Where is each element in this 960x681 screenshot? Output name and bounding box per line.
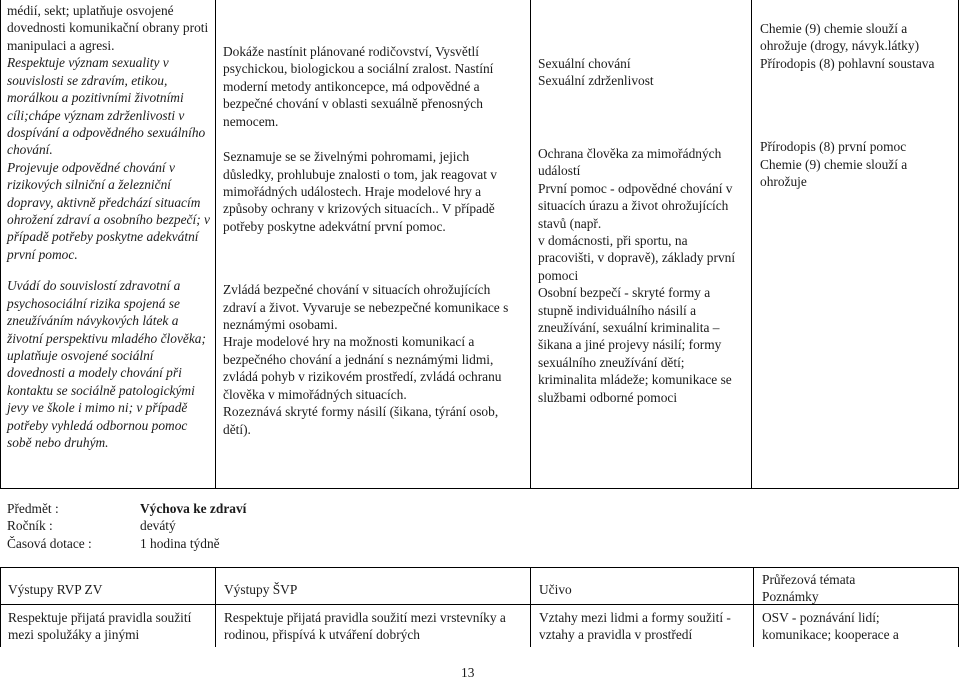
dotace-value: 1 hodina týdně: [140, 535, 220, 551]
col4-text-4: Chemie (9) chemie slouží a ohrožuje: [760, 156, 908, 190]
col3-text-1: Sexuální chování: [538, 56, 631, 71]
col1-text-3: Projevuje odpovědné chování v rizikových silniční a železniční dopravy, aktivně předchází situacím ohrožení zdraví a osobního bezpečí; v případě potřeby poskytne adekvátní první pomoc.: [7, 159, 210, 262]
col3-text-3: Ochrana člověka za mimořádných událostí: [538, 145, 722, 179]
col2-text-2: Seznamuje se se živelnými pohromami, jejich důsledky, prohlubuje znalosti o tom, jak reagovat v mimořádných událostech. Hraje modelové hry a způsoby ochrany v krizových situacích.. V případě potřeby poskytne adekvátní první pomoc.: [223, 149, 497, 234]
col2-text-3: Zvládá bezpečné chování v situacích ohrožujících zdraví a život. Vyvaruje se nebezpečné komunikace s neznámými osobami.: [223, 282, 509, 333]
col3-text-6: Osobní bezpečí - skryté formy a stupně individuálního násilí a zneužívání, sexuální kriminalita – šikana a jiné projevy násilí; formy sexuálního zneužívání dětí; kriminalita mládeže; komunikace se službami odborné pomoci: [538, 285, 732, 405]
col3-curriculum: [538, 55, 746, 406]
header-rvp: Výstupy RVP ZV: [8, 582, 103, 597]
col2-text-1: Dokáže nastínit plánované rodičovství, Vysvětlí psychickou, biologickou a sociální zralost. Nastíní moderní metody antikoncepce, má odpovědné a bezpečné chování v oblasti sexuálně přenosných nemocem.: [223, 44, 494, 129]
subject-info: [7, 500, 407, 552]
row-rvp: Respektuje přijatá pravidla soužití mezi spolužáky a jinými: [8, 610, 192, 643]
predmet-label: Předmět :: [7, 501, 59, 516]
col1-rvp-outcomes: [7, 2, 212, 452]
header-ucivo: Učivo: [539, 582, 572, 597]
col4-cross-topics: [760, 20, 956, 191]
header-svp: Výstupy ŠVP: [224, 582, 298, 597]
row-prurez: OSV - poznávání lidí; komunikace; kooperace a: [762, 610, 899, 643]
col4-text-3: Přírodopis (8) první pomoc: [760, 139, 907, 155]
col1-text-1: médií, sekt; uplatňuje osvojené dovednosti komunikační obrany proti manipulaci a agresi.: [7, 3, 209, 53]
col3-text-5: v domácnosti, při sportu, na pracovišti, v dopravě), základy první pomoci: [538, 232, 736, 283]
col4-text-1: Chemie (9) chemie slouží a ohrožuje (drogy, návyk.látky): [760, 21, 920, 54]
rocnik-value: devátý: [140, 518, 176, 534]
rocnik-label: Ročník :: [7, 518, 53, 534]
col4-text-2: Přírodopis (8) pohlavní soustava: [760, 55, 935, 71]
col2-svp-outcomes: [223, 43, 523, 438]
row-ucivo: Vztahy mezi lidmi a formy soužití - vztahy a pravidla v prostředí: [539, 610, 731, 643]
col3-text-2: Sexuální zdrženlivost: [538, 73, 654, 89]
col1-text-2: Respektuje význam sexuality v souvislosti se zdravím, etikou, morálkou a pozitivními životními cíli;chápe význam zdrženlivosti v dospívání a odpovědného sexuálního chování.: [7, 55, 206, 158]
predmet-value: Výchova ke zdraví: [140, 501, 247, 516]
bottom-table: [0, 567, 960, 647]
col3-text-4: První pomoc - odpovědné chování v situacích úrazu a život ohrožujících stavů (např.: [538, 180, 733, 231]
col2-text-4: Hraje modelové hry na možnosti komunikací a bezpečného chování a jednání s neznámými lidmi, zvládá pohyb v rizikovém prostředí, zvládá ochranu člověka v mimořádných situacích.: [223, 334, 502, 402]
col1-text-4: Uvádí do souvislostí zdravotní a psychosociální rizika spojená se zneužíváním návykových látek a životní perspektivu mladého člověka; uplatňuje osvojené sociální dovednosti a modely chování při kontaktu se sociálně patologickými jevy ve škole i mimo ni; v případě potřeby vyhledá odbornou pomoc sobě nebo druhým.: [7, 278, 206, 451]
page-number: 13: [461, 665, 475, 680]
dotace-label: Časová dotace :: [7, 535, 92, 551]
col2-text-5: Rozeznává skryté formy násilí (šikana, týrání osob, dětí).: [223, 404, 499, 437]
row-svp: Respektuje přijatá pravidla soužití mezi vrstevníky a rodinou, přispívá k utváření dobrých: [224, 610, 506, 643]
header-prurez: Průřezová témata Poznámky: [762, 572, 856, 605]
